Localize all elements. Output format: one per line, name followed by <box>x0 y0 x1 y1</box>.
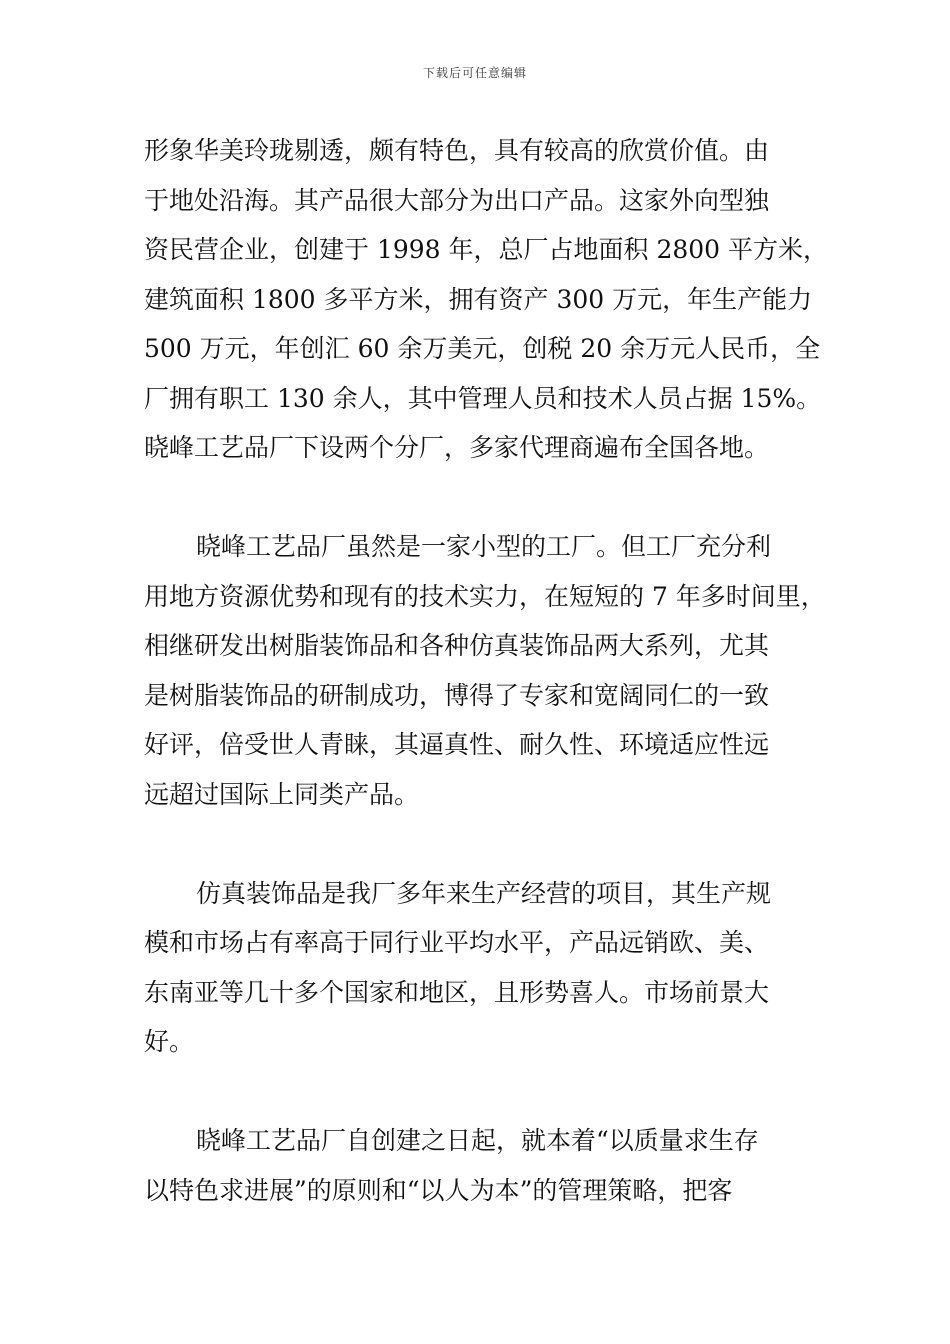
page-header-note: 下载后可任意编辑 <box>422 66 527 80</box>
text-line: 是树脂装饰品的研制成功，博得了专家和宽阔同仁的一致 <box>144 680 770 710</box>
text-line: 以特色求进展”的原则和“以人为本”的管理策略，把客 <box>144 1175 733 1205</box>
text-line: 东南亚等几十多个国家和地区，且形势喜人。市场前景大 <box>144 977 770 1007</box>
text-line: 用地方资源优势和现有的技术实力，在短短的 7 年多时间里， <box>144 581 826 611</box>
text-line: 相继研发出树脂装饰品和各种仿真装饰品两大系列，尤其 <box>144 631 770 660</box>
paragraph-2 <box>144 522 826 819</box>
paragraph-4 <box>144 1116 814 1215</box>
text-line: 厂拥有职工 130 余人，其中管理人员和技术人员占据 15%。 <box>144 383 822 413</box>
text-line: 好评，倍受世人青睐，其逼真性、耐久性、环境适应性远 <box>144 730 770 759</box>
paragraph-spacer <box>144 819 814 869</box>
document-body <box>144 126 829 1215</box>
paragraph-3 <box>144 869 814 1067</box>
text-line: 远超过国际上同类产品。 <box>144 779 420 809</box>
text-line: 于地处沿海。其产品很大部分为出口产品。这家外向型独 <box>144 185 770 215</box>
paragraph-spacer <box>144 1067 814 1117</box>
text-line: 模和市场占有率高于同行业平均水平，产品远销欧、美、 <box>144 928 770 957</box>
paragraph-1 <box>144 126 829 473</box>
text-line: 建筑面积 1800 多平方米，拥有资产 300 万元，年生产能力 <box>144 284 813 314</box>
text-line: 形象华美玲珑剔透，颇有特色，具有较高的欣赏价值。由 <box>144 136 770 165</box>
text-line: 资民营企业，创建于 1998 年，总厂占地面积 2800 平方米， <box>144 235 829 264</box>
text-line: 好。 <box>144 1027 195 1056</box>
text-line: 晓峰工艺品厂下设两个分厂，多家代理商遍布全国各地。 <box>144 433 770 462</box>
paragraph-spacer <box>144 473 814 523</box>
text-line: 仿真装饰品是我厂多年来生产经营的项目，其生产规 <box>196 878 772 908</box>
text-line: 晓峰工艺品厂虽然是一家小型的工厂。但工厂充分利 <box>196 532 772 561</box>
text-line: 晓峰工艺品厂自创建之日起，就本着“以质量求生存 <box>196 1126 759 1155</box>
text-line: 500 万元，年创汇 60 余万美元，创税 20 余万元人民币，全 <box>144 334 821 363</box>
